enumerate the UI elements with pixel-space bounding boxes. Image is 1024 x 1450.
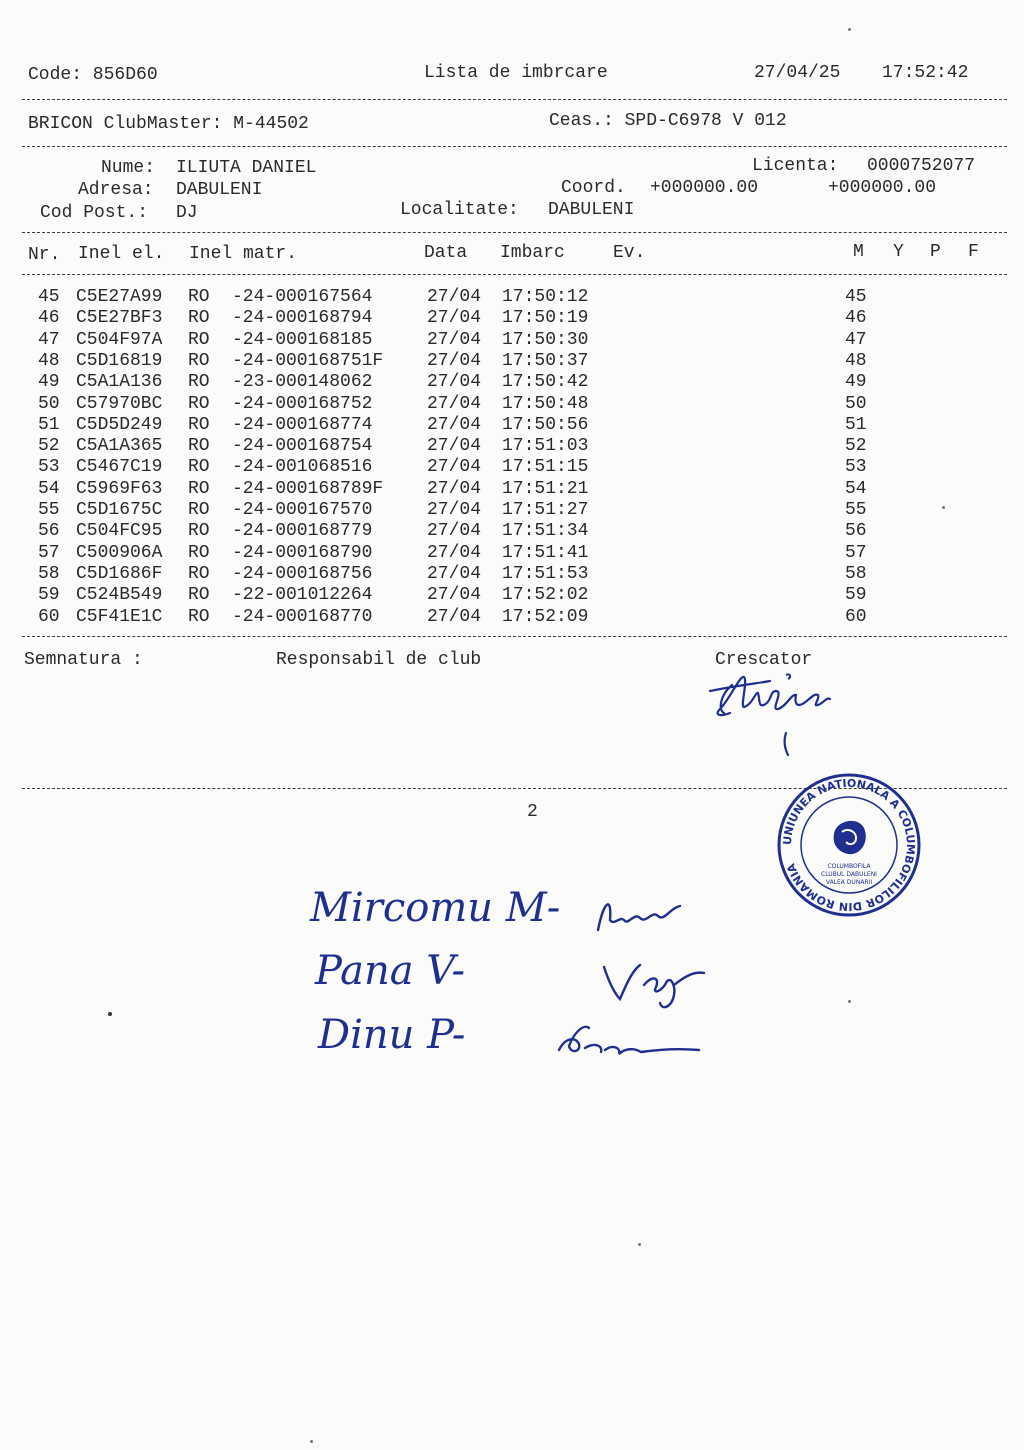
cell-inel: C5A1A365 [76, 436, 163, 457]
col-p: P [930, 242, 941, 262]
col-inel-el: Inel el. [78, 244, 165, 264]
table-row [0, 415, 1024, 436]
table-row [0, 308, 1024, 329]
cell-matr: -24-000167564 [232, 287, 373, 307]
handwritten-signature-2 [600, 955, 710, 1015]
doc-time: 17:52:42 [882, 63, 969, 83]
cell-tara: RO [188, 372, 210, 393]
cell-m: 58 [845, 563, 867, 584]
cell-inel: C5E27A99 [76, 287, 163, 307]
cell-tara: RO [188, 500, 210, 520]
cell-data: 27/04 [427, 329, 482, 350]
cell-ora: 17:50:42 [502, 372, 589, 393]
table-row [0, 287, 1024, 308]
crescator-label: Crescator [715, 650, 813, 670]
scan-speck [310, 1440, 313, 1443]
scan-speck [848, 1000, 851, 1003]
cell-matr: -24-000168754 [232, 436, 373, 457]
responsabil-label: Responsabil de club [276, 650, 482, 670]
cell-inel: C5D16819 [76, 350, 163, 371]
cell-m: 48 [845, 350, 867, 371]
cell-tara: RO [188, 287, 210, 307]
cell-inel: C5E27BF3 [76, 308, 163, 329]
licenta-label: Licenta: [752, 156, 839, 176]
cell-matr: -24-000168790 [232, 542, 373, 563]
cell-nr: 54 [38, 478, 60, 499]
handwritten-line-1: Mircomu M- [310, 885, 561, 931]
cell-inel: C5969F63 [76, 478, 163, 499]
cell-nr: 56 [38, 521, 60, 542]
coord-y: +000000.00 [828, 178, 937, 198]
cell-nr: 57 [38, 542, 60, 563]
cell-m: 57 [845, 542, 867, 563]
cell-ora: 17:50:19 [502, 308, 589, 329]
codpost-value: DJ [176, 203, 198, 223]
cell-tara: RO [188, 542, 210, 563]
cell-ora: 17:50:56 [502, 414, 589, 435]
owner-name: ILIUTA DANIEL [176, 158, 317, 178]
cell-tara: RO [188, 393, 210, 414]
cell-data: 27/04 [427, 372, 482, 393]
cell-ora: 17:51:03 [502, 436, 589, 457]
cell-inel: C5F41E1C [76, 606, 163, 627]
cell-nr: 60 [38, 606, 60, 627]
cell-m: 49 [845, 372, 867, 393]
cell-data: 27/04 [427, 414, 482, 435]
clock-id: Ceas.: SPD-C6978 V 012 [549, 111, 787, 131]
cell-ora: 17:50:37 [502, 350, 589, 371]
cell-m: 59 [845, 585, 867, 606]
scan-speck [638, 1243, 641, 1246]
cell-matr: -24-000168185 [232, 329, 373, 350]
cell-inel: C5D1675C [76, 500, 163, 520]
cell-m: 53 [845, 457, 867, 478]
semnatura-label: Semnatura : [24, 650, 143, 670]
cell-tara: RO [188, 521, 210, 542]
adresa-label: Adresa: [78, 180, 154, 200]
cell-inel: C500906A [76, 542, 163, 563]
table-row [0, 500, 1024, 521]
cell-inel: C504F97A [76, 329, 163, 350]
cell-nr: 52 [38, 436, 60, 457]
cell-ora: 17:50:48 [502, 393, 589, 414]
table-row [0, 564, 1024, 585]
cell-data: 27/04 [427, 287, 482, 307]
divider [22, 146, 1007, 147]
nume-label: Nume: [101, 158, 156, 178]
cell-ora: 17:51:15 [502, 457, 589, 478]
cell-inel: C504FC95 [76, 521, 163, 542]
cell-nr: 55 [38, 500, 60, 520]
handwritten-signature-3 [555, 1018, 705, 1068]
cell-m: 47 [845, 329, 867, 350]
cell-nr: 58 [38, 563, 60, 584]
cell-nr: 45 [38, 287, 60, 307]
cell-ora: 17:51:27 [502, 500, 589, 520]
cell-inel: C5D5D249 [76, 414, 163, 435]
cell-inel: C5467C19 [76, 457, 163, 478]
cell-nr: 53 [38, 457, 60, 478]
cell-matr: -24-000167570 [232, 500, 373, 520]
cell-inel: C5D1686F [76, 563, 163, 584]
cell-data: 27/04 [427, 308, 482, 329]
col-ev: Ev. [613, 243, 646, 263]
localitate-label: Localitate: [400, 200, 519, 220]
table-row [0, 585, 1024, 606]
table-row [0, 351, 1024, 372]
cell-tara: RO [188, 585, 210, 606]
table-row [0, 436, 1024, 457]
cell-tara: RO [188, 457, 210, 478]
cell-ora: 17:51:21 [502, 478, 589, 499]
svg-text:COLUMBOFILA: COLUMBOFILA [827, 863, 871, 870]
cell-inel: C57970BC [76, 393, 163, 414]
cell-tara: RO [188, 478, 210, 499]
col-y: Y [893, 242, 904, 262]
cell-data: 27/04 [427, 457, 482, 478]
cell-matr: -24-001068516 [232, 457, 373, 478]
col-inel-matr: Inel matr. [189, 244, 298, 264]
table-row [0, 394, 1024, 415]
cell-m: 45 [845, 287, 867, 307]
cell-matr: -22-001012264 [232, 585, 373, 606]
cell-m: 46 [845, 308, 867, 329]
doc-date: 27/04/25 [754, 63, 841, 83]
cell-ora: 17:52:02 [502, 585, 589, 606]
page-number: 2 [527, 802, 538, 822]
col-data: Data [424, 243, 468, 263]
cell-ora: 17:50:12 [502, 287, 589, 307]
coord-x: +000000.00 [650, 178, 759, 198]
cell-inel: C524B549 [76, 585, 163, 606]
localitate-value: DABULENI [548, 200, 635, 220]
cell-matr: -24-000168794 [232, 308, 373, 329]
svg-text:VALEA DUNARII: VALEA DUNARII [825, 879, 873, 886]
cell-matr: -23-000148062 [232, 372, 373, 393]
cell-data: 27/04 [427, 478, 482, 499]
cell-m: 54 [845, 478, 867, 499]
clubmaster-id: BRICON ClubMaster: M-44502 [28, 114, 309, 134]
cell-data: 27/04 [427, 500, 482, 520]
divider [22, 636, 1007, 637]
divider [22, 99, 1007, 100]
scan-speck [108, 1012, 112, 1016]
table-row [0, 543, 1024, 564]
table-row [0, 607, 1024, 628]
handwritten-line-3: Dinu P- [318, 1012, 466, 1058]
cell-nr: 46 [38, 308, 60, 329]
cell-data: 27/04 [427, 542, 482, 563]
cell-m: 60 [845, 606, 867, 627]
doc-title: Lista de imbrcare [424, 63, 608, 83]
cell-tara: RO [188, 308, 210, 329]
cell-nr: 51 [38, 414, 60, 435]
licenta-value: 0000752077 [867, 156, 976, 176]
cell-tara: RO [188, 606, 210, 627]
cell-m: 50 [845, 393, 867, 414]
club-stamp [776, 772, 922, 918]
scan-speck [848, 28, 851, 31]
scan-speck [942, 506, 945, 509]
svg-text:UNIUNEA NATIONALA A COLUMBOFIL: UNIUNEA NATIONALA A COLUMBOFILILOR DIN ROMANIA [780, 776, 918, 914]
table-row [0, 330, 1024, 351]
cell-tara: RO [188, 414, 210, 435]
cell-data: 27/04 [427, 606, 482, 627]
col-nr: Nr. [28, 245, 61, 265]
cell-ora: 17:50:30 [502, 329, 589, 350]
divider [22, 274, 1007, 275]
col-f: F [968, 242, 979, 262]
cell-tara: RO [188, 436, 210, 457]
cell-nr: 47 [38, 329, 60, 350]
cell-inel: C5A1A136 [76, 372, 163, 393]
cell-m: 56 [845, 521, 867, 542]
cell-data: 27/04 [427, 585, 482, 606]
doc-code: Code: 856D60 [28, 65, 158, 85]
cell-data: 27/04 [427, 350, 482, 371]
col-imbarc: Imbarc [500, 243, 565, 263]
cell-data: 27/04 [427, 563, 482, 584]
codpost-label: Cod Post.: [40, 203, 149, 223]
cell-matr: -24-000168756 [232, 563, 373, 584]
cell-ora: 17:51:53 [502, 563, 589, 584]
table-row [0, 457, 1024, 478]
table-row [0, 372, 1024, 393]
cell-data: 27/04 [427, 436, 482, 457]
cell-ora: 17:51:41 [502, 542, 589, 563]
cell-tara: RO [188, 350, 210, 371]
divider [22, 232, 1007, 233]
cell-ora: 17:52:09 [502, 606, 589, 627]
cell-nr: 49 [38, 372, 60, 393]
cell-nr: 50 [38, 393, 60, 414]
cell-ora: 17:51:34 [502, 521, 589, 542]
cell-m: 55 [845, 500, 867, 520]
handwritten-line-2: Pana V- [315, 948, 466, 994]
coord-label: Coord. [561, 178, 626, 198]
cell-matr: -24-000168770 [232, 606, 373, 627]
cell-matr: -24-000168774 [232, 414, 373, 435]
cell-nr: 59 [38, 585, 60, 606]
table-row [0, 479, 1024, 500]
handwritten-signature-1 [590, 890, 690, 940]
cell-data: 27/04 [427, 521, 482, 542]
cell-nr: 48 [38, 350, 60, 371]
cell-tara: RO [188, 329, 210, 350]
cell-m: 52 [845, 436, 867, 457]
cell-m: 51 [845, 414, 867, 435]
breeder-signature [700, 655, 850, 765]
svg-text:CLUBUL DABULENI: CLUBUL DABULENI [821, 871, 877, 878]
cell-data: 27/04 [427, 393, 482, 414]
cell-matr: -24-000168789F [232, 478, 384, 499]
owner-address: DABULENI [176, 180, 263, 200]
table-row [0, 521, 1024, 542]
cell-tara: RO [188, 563, 210, 584]
cell-matr: -24-000168752 [232, 393, 373, 414]
cell-matr: -24-000168779 [232, 521, 373, 542]
cell-matr: -24-000168751F [232, 350, 384, 371]
col-m: M [853, 242, 864, 262]
